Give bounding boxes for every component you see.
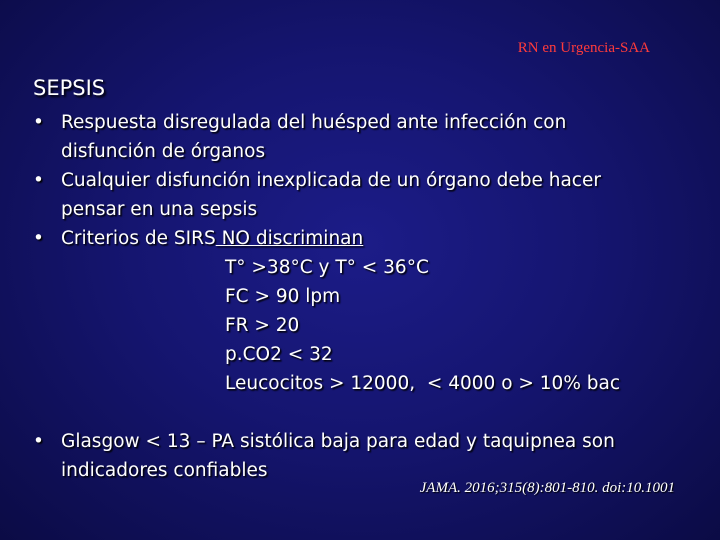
bullet-text-line: pensar en una sepsis (61, 199, 258, 220)
criteria-item-resp-rate: FR > 20 (225, 315, 300, 336)
header-tag: RN en Urgencia-SAA (517, 40, 650, 56)
bullet-text-line: disfunción de órganos (61, 141, 266, 162)
bullet-text-line: Glasgow < 13 – PA sistólica baja para edad y taquipnea son (61, 431, 615, 452)
bullet-mark: • (33, 112, 44, 133)
criteria-item-pco2: p.CO2 < 32 (225, 344, 333, 365)
criteria-item-temperature: T° >38°C y T° < 36°C (225, 257, 429, 278)
bullet-item-glasgow (33, 427, 693, 485)
bullet-mark: • (33, 228, 44, 249)
bullet-item-sirs-criteria (33, 224, 693, 253)
sirs-prefix: Criterios de SIRS (61, 228, 216, 249)
bullet-item-definition (33, 108, 693, 166)
bullet-item-organ-dysfunction (33, 166, 693, 224)
slide-content (33, 108, 693, 485)
sirs-underlined-text: NO discriminan (215, 228, 364, 249)
bullet-mark: • (33, 431, 44, 452)
bullet-text-line: Respuesta disregulada del huésped ante infección con (61, 112, 567, 133)
bullet-text-line: Cualquier disfunción inexplicada de un órgano debe hacer (61, 170, 601, 191)
bullet-mark: • (33, 170, 44, 191)
bullet-text-line (61, 224, 693, 253)
slide-title: SEPSIS (33, 76, 106, 100)
criteria-item-heart-rate: FC > 90 lpm (225, 286, 341, 307)
criteria-item-leukocytes: Leucocitos > 12000, < 4000 o > 10% bac (225, 373, 621, 394)
spacer (33, 398, 693, 427)
criteria-list (33, 253, 693, 398)
citation: JAMA. 2016;315(8):801-810. doi:10.1001 (419, 480, 675, 496)
bullet-text-line: indicadores confiables (61, 460, 268, 481)
